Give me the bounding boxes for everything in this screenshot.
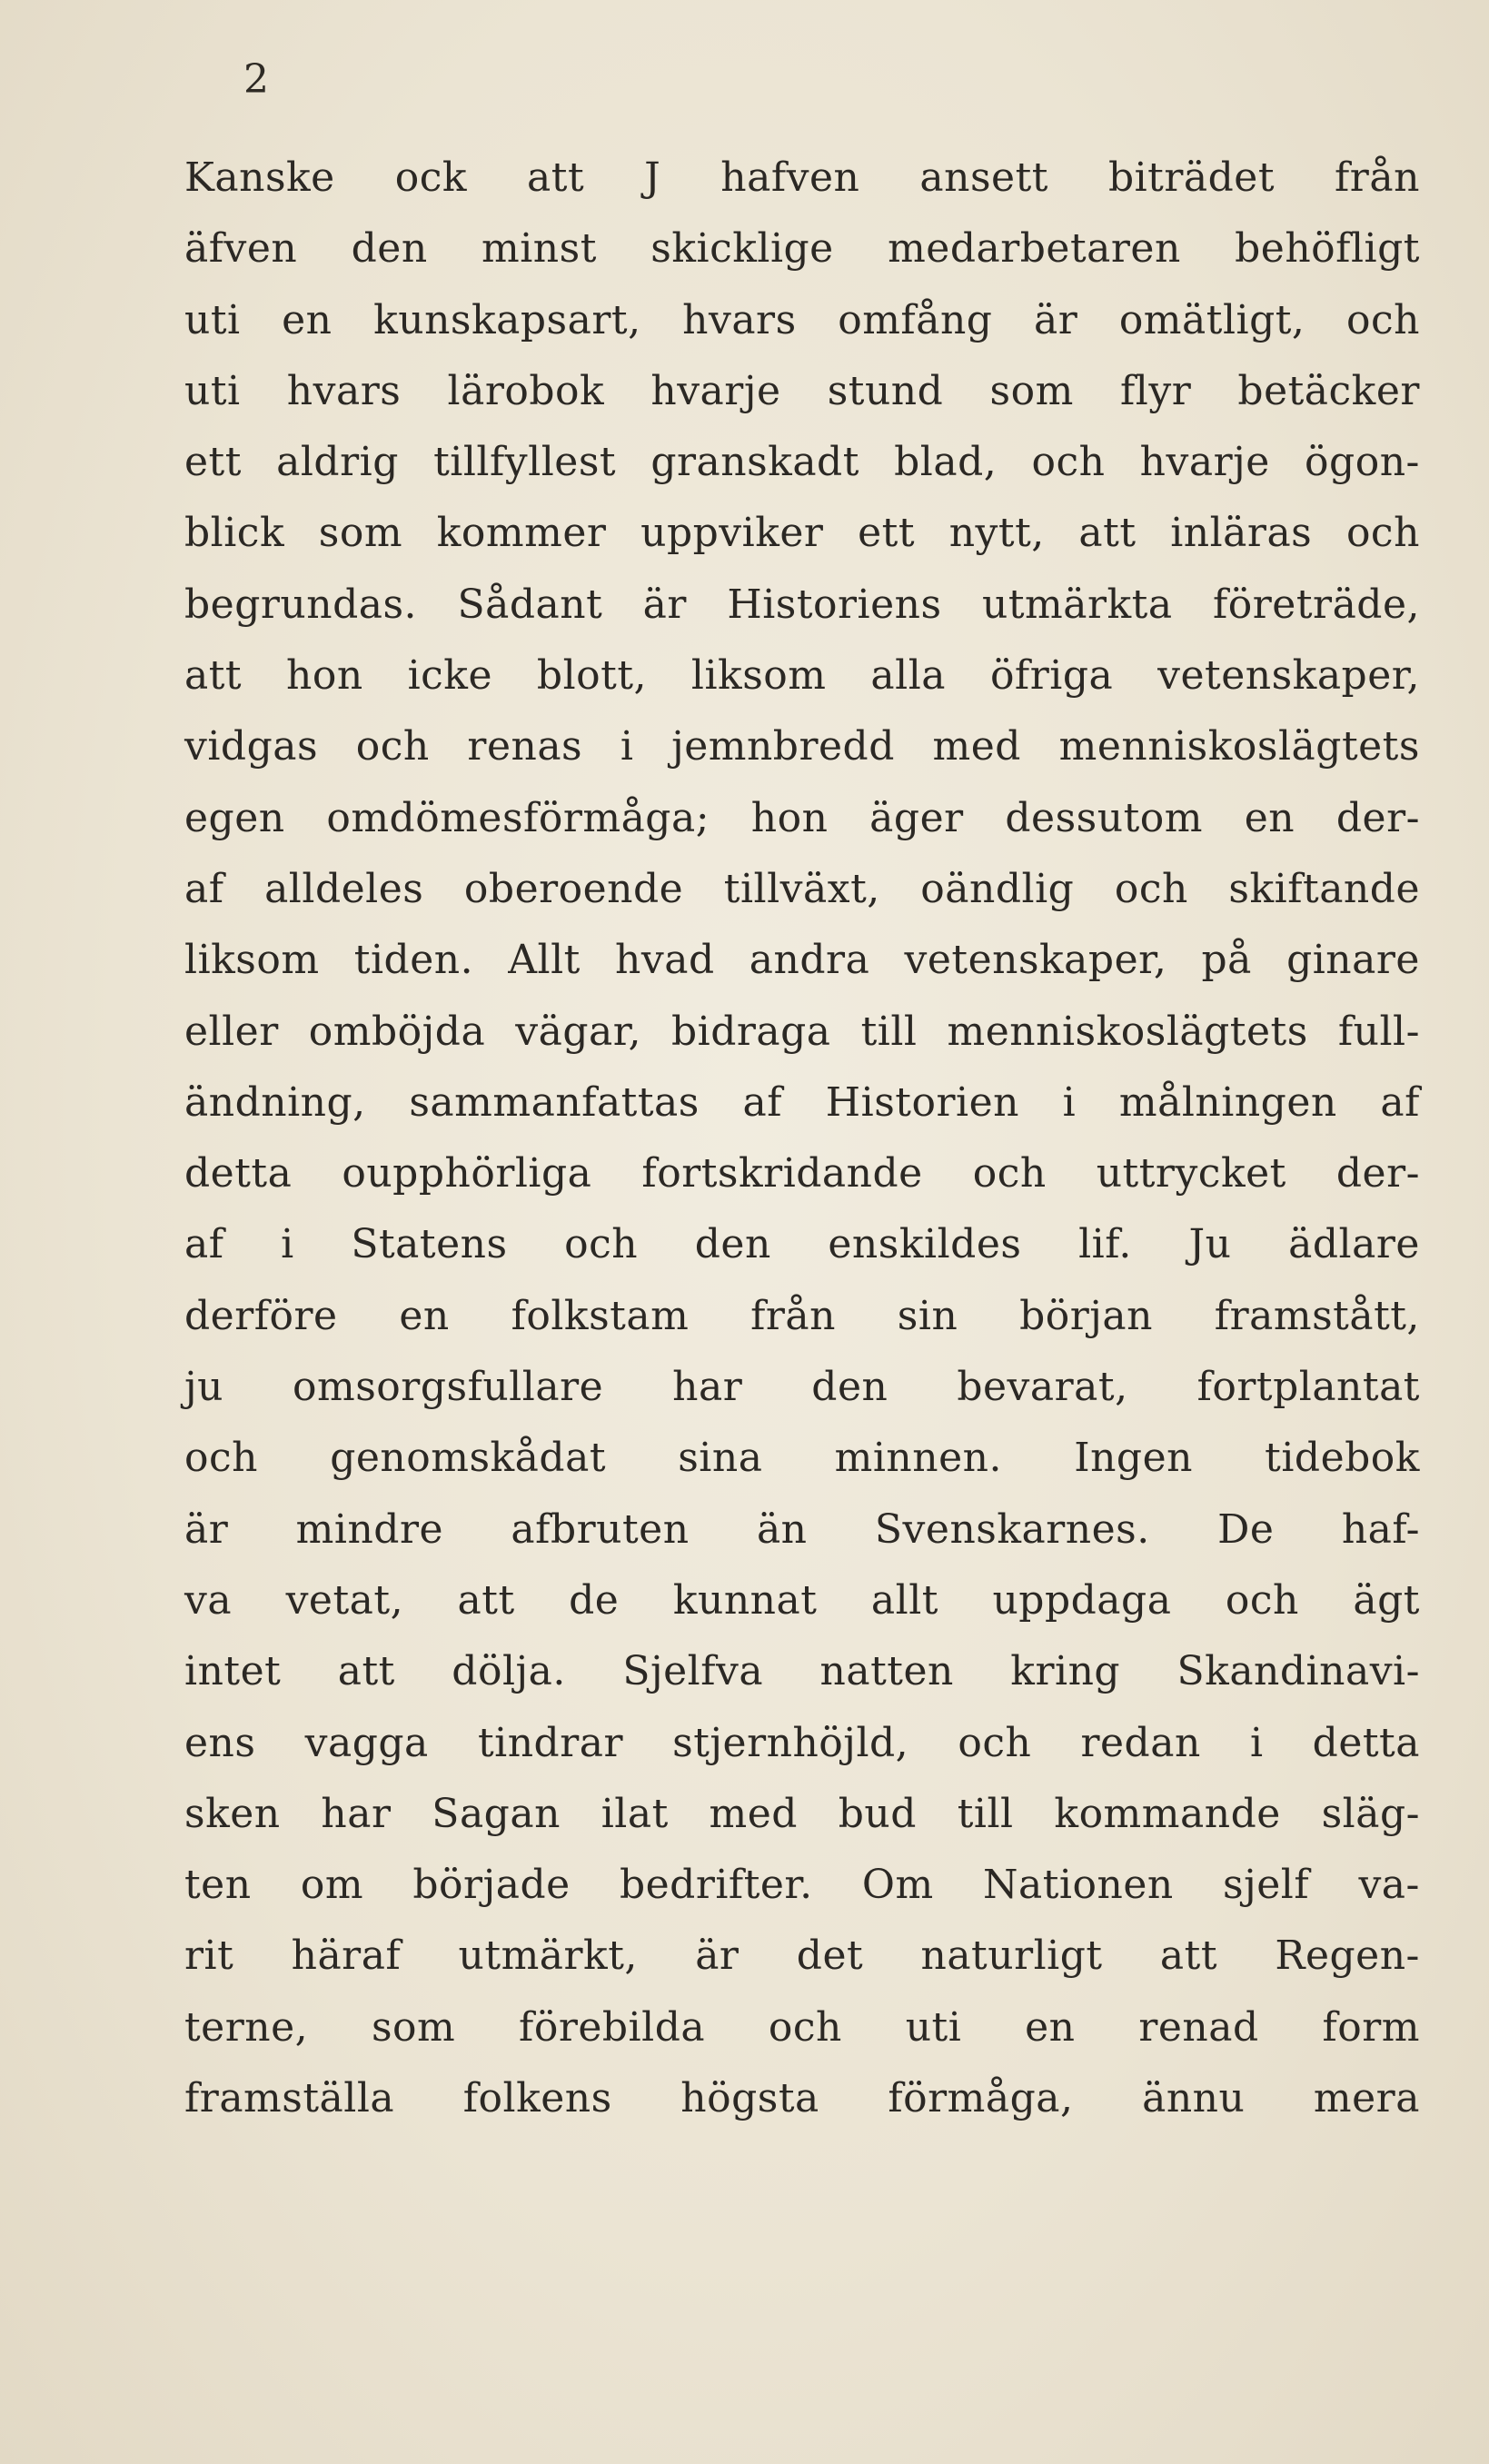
word: ten [184, 1862, 252, 1909]
word: tillfyllest [433, 439, 617, 486]
word: Nationen [983, 1862, 1174, 1909]
word: till [957, 1790, 1014, 1837]
word: på [1201, 937, 1252, 984]
word: stjernhöjld, [672, 1719, 909, 1766]
word: ansett [919, 154, 1048, 201]
word: ändning, [184, 1078, 366, 1126]
word: ett [858, 510, 916, 557]
word: Sjelfva [622, 1648, 764, 1695]
text-line [184, 1577, 1420, 1648]
word: kommande [1054, 1790, 1281, 1837]
word: med [709, 1790, 798, 1837]
word: en [1025, 2003, 1076, 2051]
word: blick [184, 510, 285, 557]
word: att [337, 1648, 395, 1695]
word: Ingen [1074, 1435, 1193, 1482]
text-line [184, 1932, 1420, 2003]
text-line [184, 225, 1420, 296]
word: den [351, 225, 428, 273]
word: omsorgsfullare [293, 1364, 604, 1411]
text-line [184, 1862, 1420, 1932]
word: andra [749, 937, 870, 984]
word: minnen. [834, 1435, 1002, 1482]
word: oberoende [463, 865, 684, 912]
text-line [184, 1293, 1420, 1364]
text-line [184, 1791, 1420, 1862]
word: en [1244, 794, 1295, 841]
word: enskildes [828, 1221, 1022, 1268]
word: att [527, 154, 585, 201]
word: betäcker [1237, 367, 1420, 414]
word: medarbetaren [888, 225, 1181, 273]
word: natten [819, 1648, 954, 1695]
word: och [958, 1719, 1032, 1766]
word: ginare [1286, 937, 1420, 984]
word: högsta [680, 2075, 819, 2122]
word: der- [1335, 794, 1420, 841]
word: eller [184, 1008, 279, 1055]
word: derföre [184, 1292, 338, 1339]
word: om [300, 1862, 364, 1909]
word: och [1031, 439, 1106, 486]
word: en [282, 296, 333, 343]
word: och [972, 1150, 1047, 1197]
word: från [750, 1292, 836, 1339]
text-line [184, 795, 1420, 866]
word: vagga [304, 1719, 429, 1766]
text-line [184, 1720, 1420, 1791]
word: tidebok [1265, 1435, 1420, 1482]
text-line [184, 154, 1420, 225]
word: Allt [508, 937, 581, 984]
word: att [457, 1576, 515, 1624]
text-line [184, 297, 1420, 368]
word: detta [184, 1150, 293, 1197]
word: vetenskaper, [1157, 652, 1420, 700]
word: är [1034, 296, 1078, 343]
word: hvars [286, 367, 402, 414]
word: naturligt [920, 1932, 1103, 1980]
word: började [412, 1862, 571, 1909]
word: intet [184, 1648, 282, 1695]
word: stund [827, 367, 944, 414]
word: folkens [462, 2075, 612, 2122]
word: folkstam [511, 1292, 690, 1339]
word: sin [897, 1292, 958, 1339]
text-line [184, 723, 1420, 794]
word: af [742, 1078, 783, 1126]
word: att [1159, 1932, 1218, 1980]
word: än [756, 1505, 808, 1553]
word: och [564, 1221, 639, 1268]
text-line [184, 510, 1420, 581]
body-text [184, 154, 1420, 2146]
word: menniskoslägtets [947, 1008, 1308, 1055]
word: vetat, [285, 1576, 404, 1624]
word: Historien [825, 1078, 1019, 1126]
text-line [184, 368, 1420, 439]
word: uti [184, 367, 241, 414]
word: renad [1138, 2003, 1259, 2051]
word: Skandinavi- [1176, 1648, 1420, 1695]
word: utmärkt, [458, 1932, 638, 1980]
word: blott, [536, 652, 647, 700]
text-line [184, 581, 1420, 652]
text-line [184, 937, 1420, 1008]
word: är [695, 1932, 740, 1980]
word: af [184, 865, 224, 912]
word: tiden. [353, 937, 474, 984]
word: Kanske [184, 154, 335, 201]
word: dessutom [1005, 794, 1203, 841]
word: bevarat, [957, 1364, 1128, 1411]
word: bud [838, 1790, 917, 1837]
word: är [642, 581, 687, 628]
word: begrundas. [184, 581, 418, 628]
word: med [932, 723, 1021, 770]
word: kommer [436, 510, 607, 557]
text-line [184, 439, 1420, 510]
word: full- [1337, 1008, 1420, 1055]
text-line [184, 2075, 1420, 2146]
word: i [620, 723, 634, 770]
word: allt [870, 1576, 938, 1624]
word: tindrar [477, 1719, 623, 1766]
word: jemnbredd [671, 723, 895, 770]
word: kunskapsart, [373, 296, 641, 343]
word: vetenskaper, [904, 937, 1167, 984]
text-line [184, 866, 1420, 937]
word: alla [870, 652, 947, 700]
word: bedrifter. [619, 1862, 813, 1909]
text-line [184, 1506, 1420, 1577]
word: genomskådat [330, 1435, 606, 1482]
word: afbruten [511, 1505, 690, 1553]
word: sammanfattas [409, 1078, 700, 1126]
text-line [184, 1079, 1420, 1150]
word: detta [1312, 1719, 1420, 1766]
word: Ju [1188, 1221, 1232, 1268]
word: omdömesförmåga; [326, 794, 710, 841]
word: af [184, 1221, 224, 1268]
word: form [1322, 2003, 1420, 2051]
word: minst [481, 225, 597, 273]
word: och [184, 1435, 258, 1482]
word: terne, [184, 2003, 309, 2051]
word: alldeles [264, 865, 424, 912]
word: biträdet [1107, 154, 1276, 201]
page-number: 2 [243, 56, 269, 103]
word: öfriga [989, 652, 1114, 700]
word: ännu [1142, 2075, 1246, 2122]
word: Statens [351, 1221, 508, 1268]
word: De [1217, 1505, 1275, 1553]
word: uti [905, 2003, 962, 2051]
word: uppviker [640, 510, 824, 557]
word: omböjda [308, 1008, 486, 1055]
word: skicklige [650, 225, 834, 273]
word: ett [184, 439, 242, 486]
word: liksom [690, 652, 827, 700]
word: sken [184, 1790, 281, 1837]
word: aldrig [276, 439, 399, 486]
word: och [768, 2003, 842, 2051]
word: J [644, 154, 661, 201]
word: sjelf [1223, 1862, 1310, 1909]
word: en [399, 1292, 450, 1339]
word: granskadt [650, 439, 859, 486]
word: bidraga [670, 1008, 831, 1055]
word: som [318, 510, 403, 557]
word: ädlare [1288, 1221, 1420, 1268]
word: fortplantat [1196, 1364, 1420, 1411]
word: mindre [295, 1505, 444, 1553]
word: uttrycket [1096, 1150, 1286, 1197]
word: kunnat [672, 1576, 818, 1624]
text-line [184, 1364, 1420, 1435]
word: icke [407, 652, 493, 700]
text-line [184, 1435, 1420, 1505]
word: lärobok [447, 367, 605, 414]
word: ilat [601, 1790, 669, 1837]
word: oupphörliga [342, 1150, 592, 1197]
word: att [1078, 510, 1137, 557]
word: omfång [838, 296, 993, 343]
word: inläras [1170, 510, 1313, 557]
word: hvad [615, 937, 715, 984]
word: hvarje [1139, 439, 1270, 486]
word: som [371, 2003, 456, 2051]
word: Historiens [727, 581, 942, 628]
word: lif. [1078, 1221, 1132, 1268]
word: till [860, 1008, 918, 1055]
word: Regen- [1275, 1932, 1420, 1980]
word: Svenskarnes. [874, 1505, 1150, 1553]
word: af [1380, 1078, 1420, 1126]
word: ens [184, 1719, 256, 1766]
word: i [281, 1221, 294, 1268]
word: den [694, 1221, 771, 1268]
text-line [184, 1648, 1420, 1719]
word: egen [184, 794, 285, 841]
word: hvarje [650, 367, 781, 414]
word: Sagan [432, 1790, 561, 1837]
word: ju [184, 1364, 223, 1411]
word: va [184, 1576, 233, 1624]
word: uppdaga [992, 1576, 1172, 1624]
word: företräde, [1213, 581, 1420, 628]
text-line [184, 1221, 1420, 1292]
text-line [184, 2004, 1420, 2075]
word: har [672, 1364, 743, 1411]
word: menniskoslägtets [1058, 723, 1420, 770]
word: i [1249, 1719, 1264, 1766]
word: förmåga, [888, 2075, 1074, 2122]
word: blad, [894, 439, 998, 486]
word: tillväxt, [723, 865, 880, 912]
word: äger [869, 794, 964, 841]
word: och [1225, 1576, 1299, 1624]
word: från [1335, 154, 1420, 201]
word: behöfligt [1235, 225, 1420, 273]
word: och [1114, 865, 1188, 912]
word: har [321, 1790, 392, 1837]
word: oändlig [920, 865, 1075, 912]
word: de [569, 1576, 620, 1624]
word: häraf [291, 1932, 402, 1980]
word: hon [750, 794, 829, 841]
text-line [184, 1150, 1420, 1221]
word: utmärkta [982, 581, 1173, 628]
word: omätligt, [1118, 296, 1305, 343]
word: och [355, 723, 430, 770]
word: början [1019, 1292, 1153, 1339]
word: liksom [184, 937, 320, 984]
word: äfven [184, 225, 298, 273]
word: nytt, [948, 510, 1045, 557]
word: hon [286, 652, 363, 700]
word: sina [678, 1435, 763, 1482]
word: renas [467, 723, 583, 770]
word: fortskridande [641, 1150, 923, 1197]
word: haf- [1341, 1505, 1420, 1553]
word: släg- [1321, 1790, 1420, 1837]
word: Sådant [457, 581, 603, 628]
word: skiftande [1228, 865, 1420, 912]
word: kring [1010, 1648, 1121, 1695]
word: är [184, 1505, 229, 1553]
word: redan [1080, 1719, 1201, 1766]
word: förebilda [519, 2003, 706, 2051]
word: flyr [1119, 367, 1192, 414]
word: der- [1335, 1150, 1420, 1197]
word: hafven [720, 154, 860, 201]
word: framställa [184, 2075, 395, 2122]
word: ock [394, 154, 468, 201]
word: uti [184, 296, 241, 343]
word: målningen [1118, 1078, 1337, 1126]
word: och [1345, 510, 1420, 557]
word: och [1345, 296, 1420, 343]
word: att [184, 652, 243, 700]
word: i [1062, 1078, 1077, 1126]
word: som [989, 367, 1074, 414]
word: ögon- [1305, 439, 1420, 486]
word: rit [184, 1932, 234, 1980]
word: framstått, [1214, 1292, 1420, 1339]
word: Om [861, 1862, 934, 1909]
word: hvars [682, 296, 797, 343]
word: vägar, [515, 1008, 641, 1055]
word: vidgas [184, 723, 319, 770]
word: det [796, 1932, 864, 1980]
text-line [184, 1008, 1420, 1079]
word: den [811, 1364, 888, 1411]
word: ägt [1353, 1576, 1420, 1624]
text-line [184, 652, 1420, 723]
word: mera [1313, 2075, 1420, 2122]
word: va- [1358, 1862, 1420, 1909]
word: dölja. [452, 1648, 566, 1695]
